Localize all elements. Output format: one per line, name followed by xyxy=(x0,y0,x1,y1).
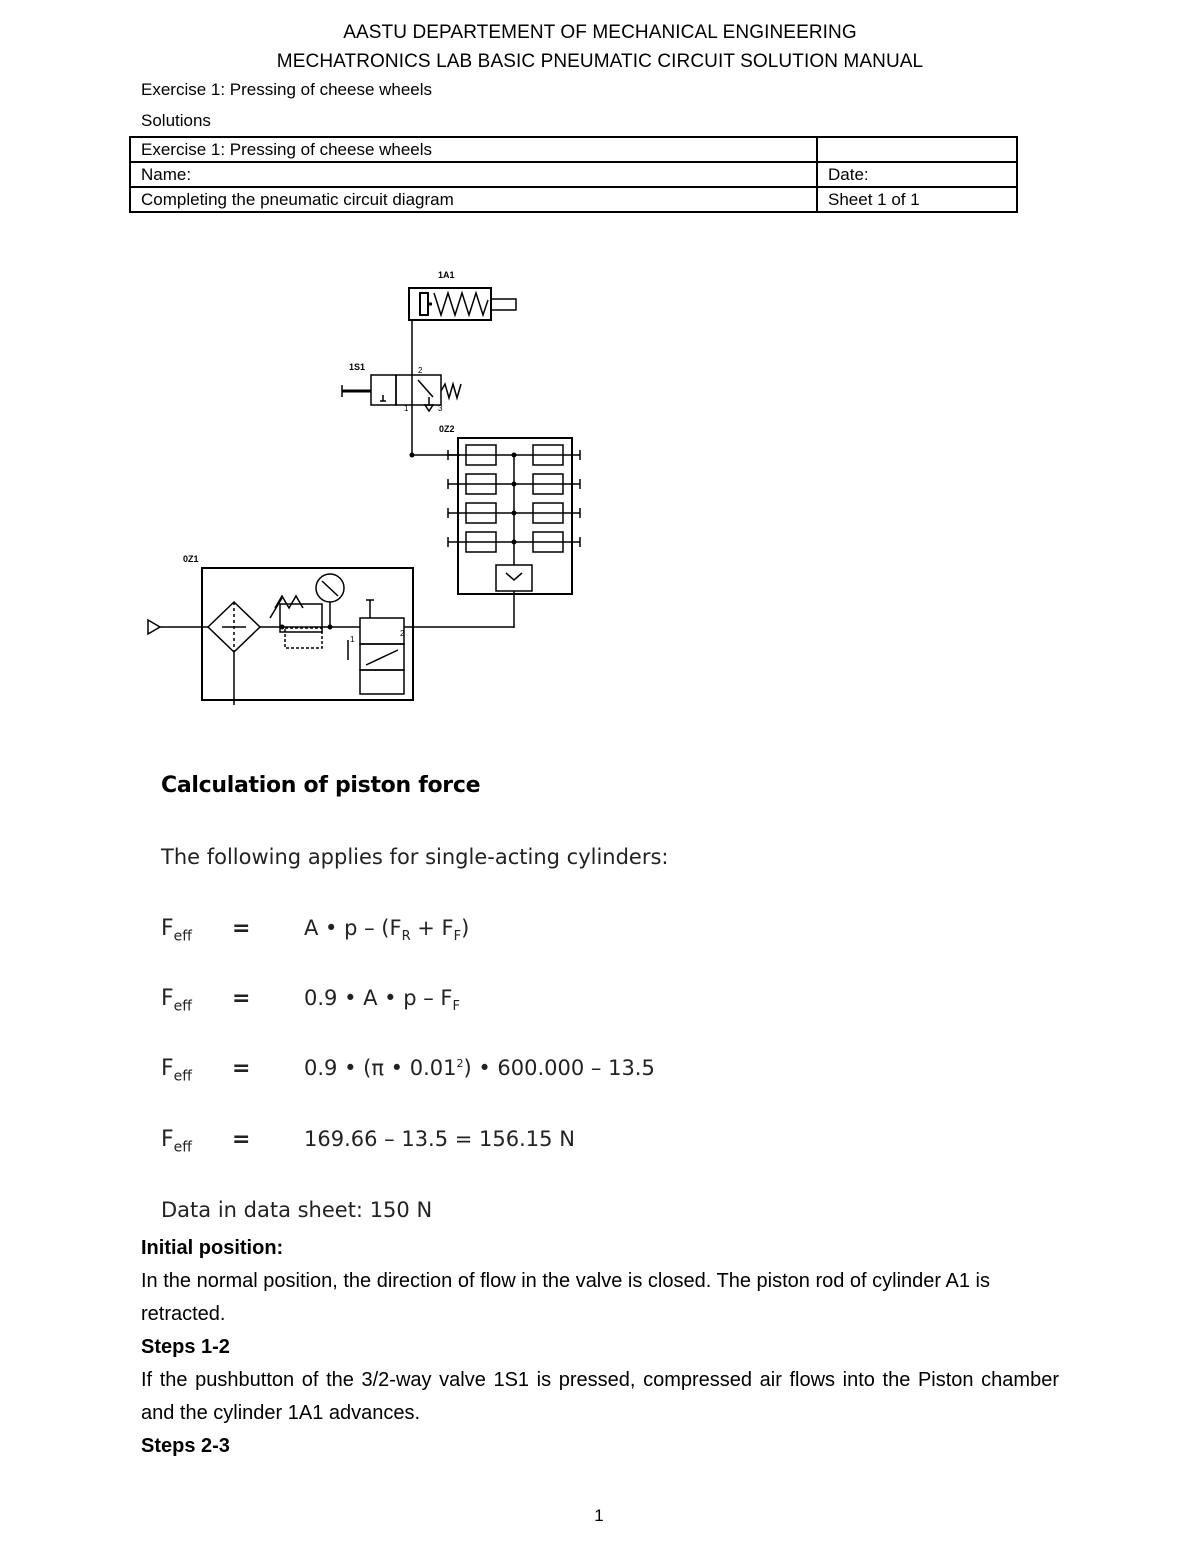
table-cell: Date: xyxy=(817,162,1017,187)
eq1-s2: F xyxy=(453,929,462,945)
feff-main: F xyxy=(161,916,174,941)
port-3-label: 3 xyxy=(438,404,443,413)
eq1-a: A • p – (F xyxy=(304,916,402,940)
eq1-b: + F xyxy=(410,916,454,940)
eq2-rhs xyxy=(304,986,460,1014)
steps12-body: If the pushbutton of the 3/2-way valve 1S1 is pressed, compressed air flows into the Piston chamber and the cylinder 1A1 advances. xyxy=(141,1369,1059,1424)
valve-1s1 xyxy=(342,365,461,455)
feff-sub: eff xyxy=(173,928,192,945)
feff-sub: eff xyxy=(173,1139,192,1156)
label-0z2: 0Z2 xyxy=(439,424,455,434)
equals-2: = xyxy=(232,986,251,1011)
exercise-title: Exercise 1: Pressing of cheese wheels xyxy=(141,80,433,99)
calc-title: Calculation of piston force xyxy=(161,773,481,798)
header-line-1: AASTU DEPARTEMENT OF MECHANICAL ENGINEERING xyxy=(343,22,857,43)
initial-heading: Initial position: xyxy=(141,1237,284,1259)
eq3-rhs xyxy=(304,1056,655,1080)
equals-1: = xyxy=(232,916,251,941)
service-unit-0z1 xyxy=(148,568,514,705)
equals-3: = xyxy=(232,1056,251,1081)
eq1-rhs xyxy=(304,916,469,944)
feff-sub: eff xyxy=(173,998,192,1015)
feff-1 xyxy=(161,916,192,944)
datasheet-value: Data in data sheet: 150 N xyxy=(161,1198,433,1222)
feff-main: F xyxy=(161,1127,174,1152)
pneumatic-circuit-diagram xyxy=(0,0,1200,760)
feff-3 xyxy=(161,1056,192,1084)
cylinder-1a1 xyxy=(409,288,516,365)
port-2-label: 2 xyxy=(418,366,423,375)
eq1-s1: R xyxy=(401,929,411,945)
manifold-0z2 xyxy=(448,438,580,628)
page-number: 1 xyxy=(594,1506,604,1525)
steps23-heading: Steps 2-3 xyxy=(141,1435,230,1457)
header-line-2: MECHATRONICS LAB BASIC PNEUMATIC CIRCUIT SOLUTION MANUAL xyxy=(276,51,924,72)
solutions-label: Solutions xyxy=(141,111,211,130)
eq3-b: ) • 600.000 – 13.5 xyxy=(463,1056,655,1080)
su-port-1-label: 1 xyxy=(350,635,355,644)
su-port-2-label: 2 xyxy=(400,629,405,638)
eq3-sup: 2 xyxy=(456,1057,464,1070)
initial-body: In the normal position, the direction of flow in the valve is closed. The piston rod of cylinder A1 is retracted. xyxy=(141,1270,990,1325)
port-1-label: 1 xyxy=(404,404,409,413)
calc-intro: The following applies for single-acting cylinders: xyxy=(161,845,669,869)
eq2-s1: F xyxy=(452,999,460,1015)
label-1a1: 1A1 xyxy=(438,270,455,280)
eq2-a: 0.9 • A • p – F xyxy=(304,986,453,1010)
feff-main: F xyxy=(161,986,174,1011)
table-cell: Sheet 1 of 1 xyxy=(817,187,1017,212)
table-cell: Exercise 1: Pressing of cheese wheels xyxy=(130,137,817,162)
eq1-c: ) xyxy=(461,916,470,940)
label-0z1: 0Z1 xyxy=(183,554,199,564)
label-1s1: 1S1 xyxy=(349,362,366,372)
eq3-a: 0.9 • (π • 0.01 xyxy=(304,1056,457,1080)
equals-4: = xyxy=(232,1127,251,1152)
table-cell: Completing the pneumatic circuit diagram xyxy=(130,187,817,212)
feff-sub: eff xyxy=(173,1068,192,1085)
steps12-heading: Steps 1-2 xyxy=(141,1336,230,1358)
eq4-rhs: 169.66 – 13.5 = 156.15 N xyxy=(304,1127,575,1151)
feff-2 xyxy=(161,986,192,1014)
feff-4 xyxy=(161,1127,192,1155)
feff-main: F xyxy=(161,1056,174,1081)
table-cell: Name: xyxy=(130,162,817,187)
